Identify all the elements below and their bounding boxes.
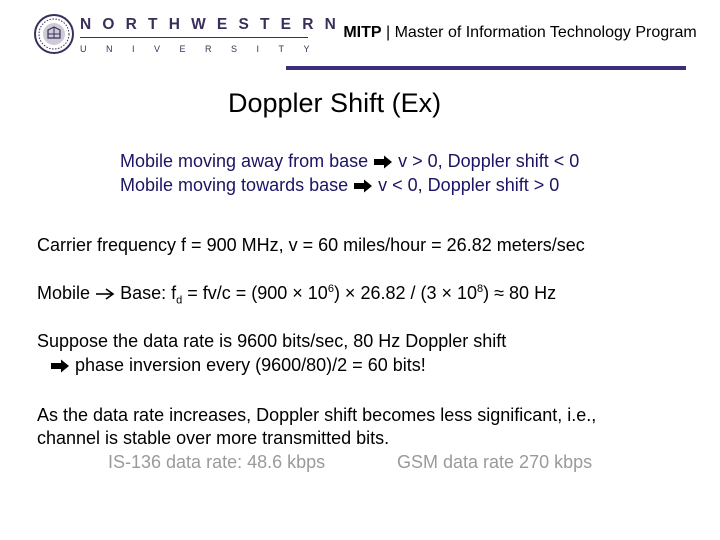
doppler-formula xyxy=(37,282,557,307)
gsm-rate: GSM data rate 270 kbps xyxy=(397,452,593,472)
bullet-towards-result: v < 0, Doppler shift > 0 xyxy=(378,175,560,195)
bullet-towards-lead: Mobile moving towards base xyxy=(120,175,349,195)
bullet-away-lead: Mobile moving away from base xyxy=(120,151,369,171)
phase-text: phase inversion every (9600/80)/2 = 60 bits! xyxy=(75,355,426,375)
logo-wordmark-line2: UNIVERSITY xyxy=(80,44,330,54)
logo-divider xyxy=(80,37,308,38)
formula-subscript: d xyxy=(176,294,183,307)
bullet-towards xyxy=(120,174,559,196)
is136-rate: IS-136 data rate: 48.6 kbps xyxy=(108,452,326,472)
bold-right-arrow-icon xyxy=(353,179,373,193)
program-header xyxy=(340,22,700,44)
formula-end: ) ≈ 80 Hz xyxy=(483,283,557,303)
formula-middle2: ) × 26.82 / (3 × 10 xyxy=(333,283,478,303)
conclusion-line2: channel is stable over more transmitted bits. xyxy=(37,428,390,448)
formula-middle: = fv/c = (900 × 10 xyxy=(182,283,328,303)
phase-line xyxy=(50,354,426,376)
carrier-line: Carrier frequency f = 900 MHz, v = 60 miles/hour = 26.82 meters/sec xyxy=(37,235,585,255)
program-short: MITP xyxy=(343,24,382,41)
conclusion-line1: As the data rate increases, Doppler shift becomes less significant, i.e., xyxy=(37,405,597,425)
logo-wordmark-line1: NORTHWESTERN xyxy=(80,16,348,33)
university-seal-icon xyxy=(34,14,74,54)
thin-right-arrow-icon xyxy=(95,287,115,301)
formula-base: Base: f xyxy=(120,283,177,303)
bullet-away-result: v > 0, Doppler shift < 0 xyxy=(398,151,580,171)
slide-title: Doppler Shift (Ex) xyxy=(228,88,442,118)
formula-exp2: 8 xyxy=(477,283,484,295)
bold-right-arrow-icon xyxy=(373,155,393,169)
bullet-away xyxy=(120,150,579,172)
bold-right-arrow-icon xyxy=(50,359,70,373)
header-separator: | xyxy=(385,24,391,41)
header-rule xyxy=(286,66,686,70)
program-full: Master of Information Technology Program xyxy=(394,24,697,41)
formula-exp1: 6 xyxy=(327,283,334,295)
northwestern-logo xyxy=(34,14,348,58)
formula-mobile: Mobile xyxy=(37,283,91,303)
suppose-line: Suppose the data rate is 9600 bits/sec, 80 Hz Doppler shift xyxy=(37,331,507,351)
